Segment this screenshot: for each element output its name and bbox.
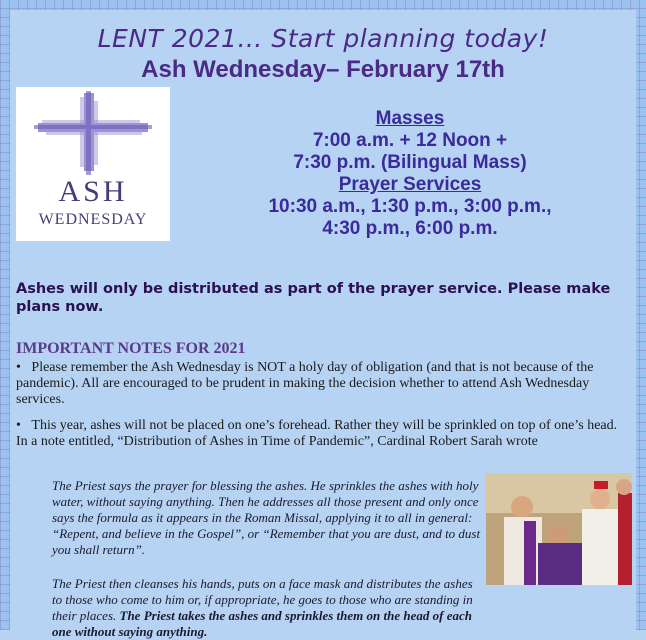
quote-paragraph-2 xyxy=(52,576,482,640)
ash-distribution-photo xyxy=(486,473,632,585)
quote-paragraph-2-bold: The Priest takes the ashes and sprinkles them on the head of each one without saying anything. xyxy=(52,608,472,639)
note-bullet-2-text: This year, ashes will not be placed on one’s forehead. Rather they will be sprinkled on top of one’s head. In a note entitled, “Distribution of Ashes in Time of Pandemic”, Cardinal Robert Sarah wrote xyxy=(16,418,618,449)
prayer-times-line1: 10:30 a.m., 1:30 p.m., 3:00 p.m., xyxy=(268,196,552,217)
masses-times-line2: 7:30 p.m. (Bilingual Mass) xyxy=(293,152,527,173)
bullet-icon: • xyxy=(16,418,32,433)
clergy-illustration xyxy=(486,473,632,585)
bullet-icon: • xyxy=(16,360,32,375)
service-schedule xyxy=(190,108,630,240)
quote-paragraph-2-regular: The Priest then cleanses his hands, puts on a face mask and distributes the ashes to those who come to him or, if appropriate, he goes to those who are standing in their places. xyxy=(52,576,473,623)
ashes-notice: Ashes will only be distributed as part of the prayer service. Please make plans now. xyxy=(16,281,611,315)
prayer-services-heading: Prayer Services xyxy=(338,174,482,195)
flyer-page xyxy=(10,10,636,640)
note-bullet-1 xyxy=(16,360,632,408)
ash-wednesday-date: Ash Wednesday– February 17th xyxy=(141,56,505,83)
masses-times-line1: 7:00 a.m. + 12 Noon + xyxy=(312,130,508,151)
ash-wednesday-logo xyxy=(16,87,170,241)
masses-heading: Masses xyxy=(375,108,445,129)
quote-paragraph-1: The Priest says the prayer for blessing the ashes. He sprinkles the ashes with holy water, without saying anything. Then he addresses all those present and only once says the formula as it appears in the Roman Missal, applying it to all in general: “Repent, and believe in the Gospel”, or “Remember that you are dust, and to dust you shall return”. xyxy=(52,478,481,557)
logo-ash-text: ASH xyxy=(58,175,128,208)
prayer-times-line2: 4:30 p.m., 6:00 p.m. xyxy=(322,218,498,239)
note-bullet-1-text: Please remember the Ash Wednesday is NOT a holy day of obligation (and that is not because of the pandemic). All are encouraged to be prudent in making the decision whether to attend Ash Wednesday services. xyxy=(16,360,594,407)
important-notes-heading: IMPORTANT NOTES FOR 2021 xyxy=(16,340,246,357)
logo-wednesday-text: WEDNESDAY xyxy=(38,211,148,228)
note-bullet-2 xyxy=(16,418,632,450)
lent-title: LENT 2021… Start planning today! xyxy=(97,24,549,53)
